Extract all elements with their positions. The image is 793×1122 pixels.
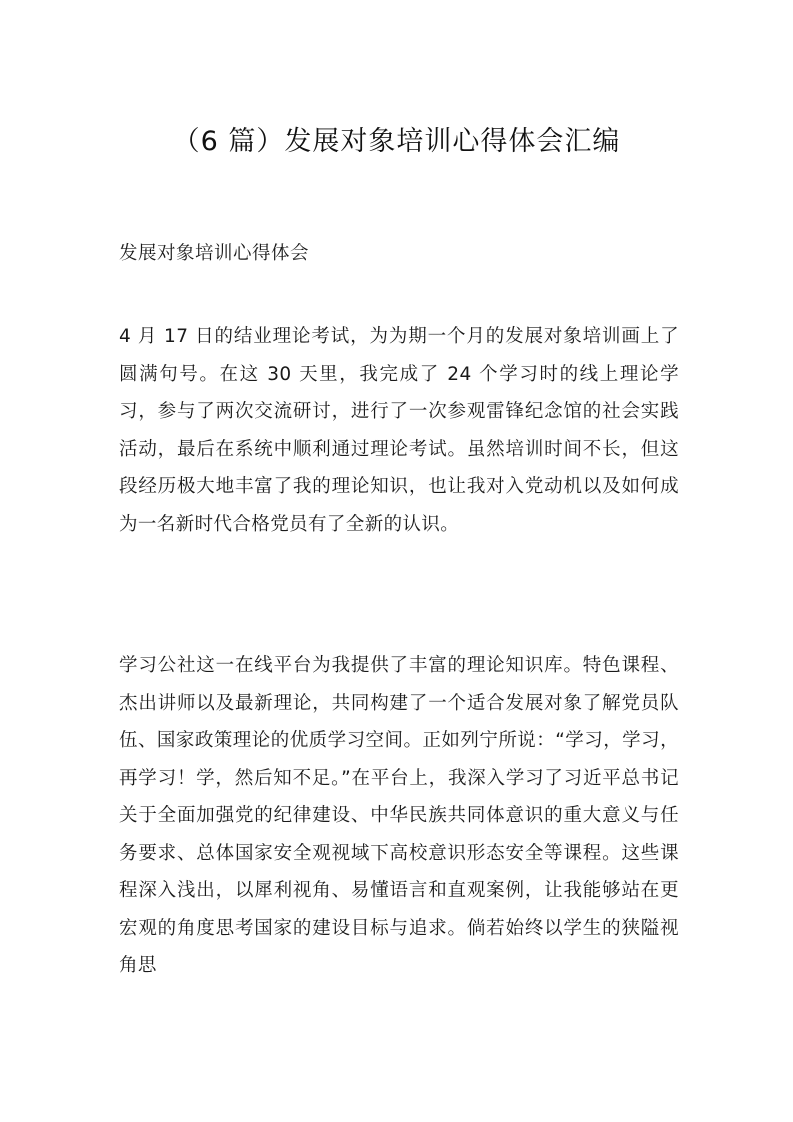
section-subtitle: 发展对象培训心得体会 (119, 243, 310, 264)
body-paragraph-2: 学习公社这一在线平台为我提供了丰富的理论知识库。特色课程、杰出讲师以及最新理论，共同构建了一个适合发展对象了解党员队伍、国家政策理论的优质学习空间。正如列宁所说：“学习，学习，再学习！学，然后知不足。”在平台上，我深入学习了习近平总书记关于全面加强党的纪律建设、中华民族共同体意识的重大意义与任务要求、总体国家安全观视域下高校意识形态安全等课程。这些课程深入浅出，以犀利视角、易懂语言和直观案例，让我能够站在更宏观的角度思考国家的建设目标与追求。倘若始终以学生的狭隘视角思 (119, 655, 679, 976)
body-paragraph-1: 4 月 17 日的结业理论考试，为为期一个月的发展对象培训画上了圆满句号。在这 30 天里，我完成了 24 个学习时的线上理论学习，参与了两次交流研讨，进行了一次参观雷锋纪念馆的社会实践活动，最后在系统中顺利通过理论考试。虽然培训时间不长，但这段经历极大地丰富了我的理论知识，也让我对入党动机以及如何成为一名新时代合格党员有了全新的认识。 (119, 326, 679, 535)
document-title: （6 篇）发展对象培训心得体会汇编 (172, 126, 621, 157)
